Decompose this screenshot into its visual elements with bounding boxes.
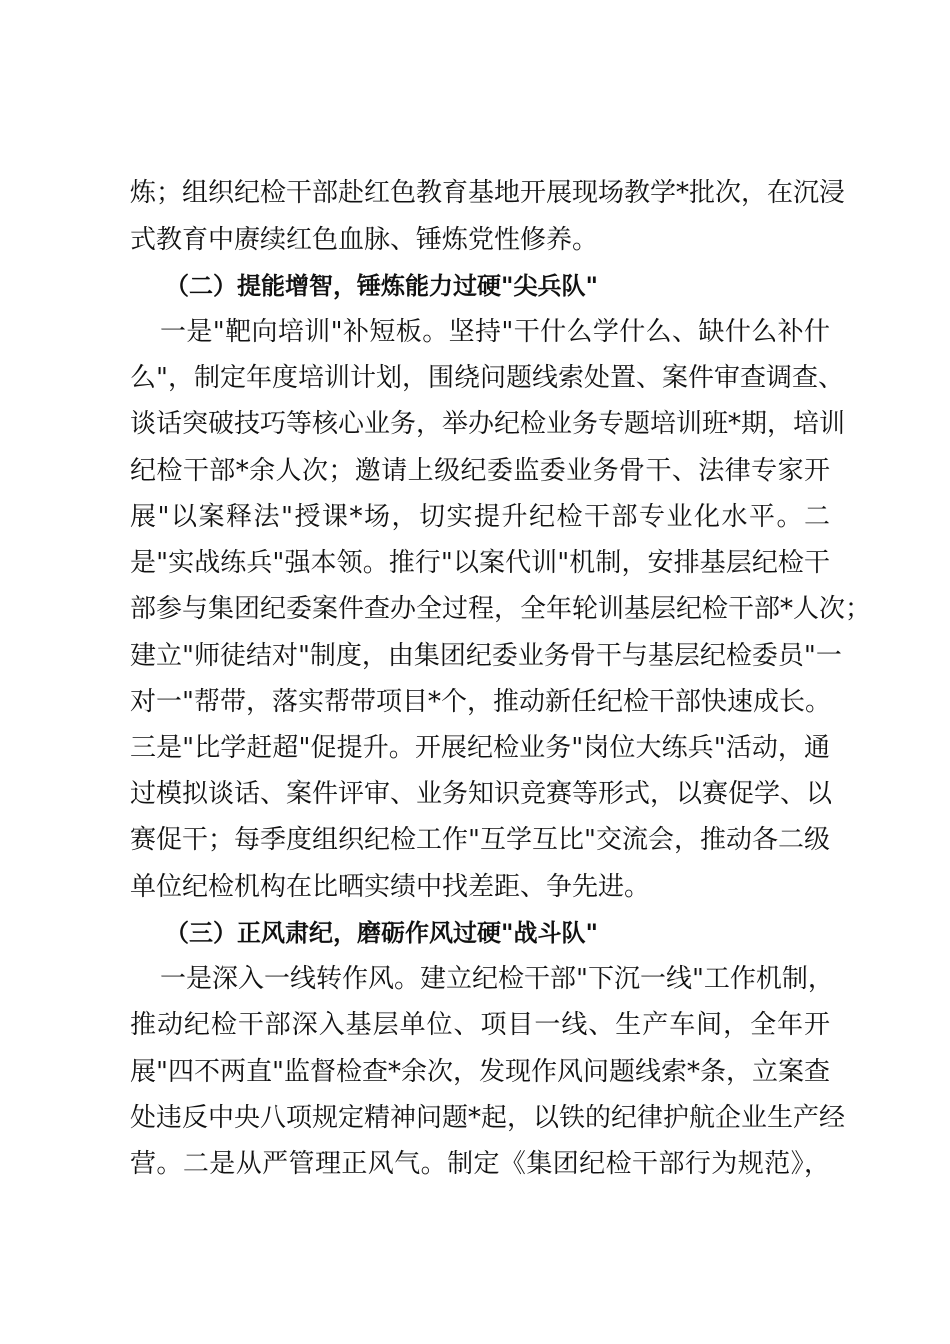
body-text-line: 么"，制定年度培训计划，围绕问题线索处置、案件审查调查、 <box>130 363 844 393</box>
body-text-line: 建立"师徒结对"制度，由集团纪委业务骨干与基层纪检委员"一 <box>130 641 842 671</box>
body-text-line: 纪检干部*余人次；邀请上级纪委监委业务骨干、法律专家开 <box>130 456 830 486</box>
body-text-line: 部参与集团纪委案件查办全过程，全年轮训基层纪检干部*人次； <box>130 594 872 624</box>
body-text-line: 展"四不两直"监督检查*余次，发现作风问题线索*条，立案查 <box>130 1057 830 1087</box>
body-text-line: 营。二是从严管理正风气。制定《集团纪检干部行为规范》， <box>130 1149 830 1179</box>
body-text-line: 三是"比学赶超"促提升。开展纪检业务"岗位大练兵"活动，通 <box>130 733 830 763</box>
body-text-line: 处违反中央八项规定精神问题*起，以铁的纪律护航企业生产经 <box>130 1103 846 1133</box>
section-heading-2: （二）提能增智，锤炼能力过硬"尖兵队" <box>165 272 599 300</box>
body-text-line: 炼；组织纪检干部赴红色教育基地开展现场教学*批次，在沉浸 <box>130 178 846 208</box>
body-text-line: 是"实战练兵"强本领。推行"以案代训"机制，安排基层纪检干 <box>130 548 830 578</box>
body-text-line: 对一"帮带，落实帮带项目*个，推动新任纪检干部快速成长。 <box>130 687 831 717</box>
body-text-line: 推动纪检干部深入基层单位、项目一线、生产车间，全年开 <box>130 1010 830 1040</box>
body-text-line: 赛促干；每季度组织纪检工作"互学互比"交流会，推动各二级 <box>130 825 830 855</box>
body-text-line: 式教育中赓续红色血脉、锤炼党性修养。 <box>130 225 599 255</box>
body-text-line: 单位纪检机构在比晒实绩中找差距、争先进。 <box>130 872 651 902</box>
body-text-line: 过模拟谈话、案件评审、业务知识竞赛等形式，以赛促学、以 <box>130 779 833 809</box>
body-text-line: 谈话突破技巧等核心业务，举办纪检业务专题培训班*期，培训 <box>130 409 846 439</box>
body-text-line: 一是"靶向培训"补短板。坚持"干什么学什么、缺什么补什 <box>160 317 830 347</box>
body-text-line: 展"以案释法"授课*场，切实提升纪检干部专业化水平。二 <box>130 502 830 532</box>
body-text-line: 一是深入一线转作风。建立纪检干部"下沉一线"工作机制， <box>160 964 834 994</box>
section-heading-3: （三）正风肃纪，磨砺作风过硬"战斗队" <box>165 919 599 947</box>
